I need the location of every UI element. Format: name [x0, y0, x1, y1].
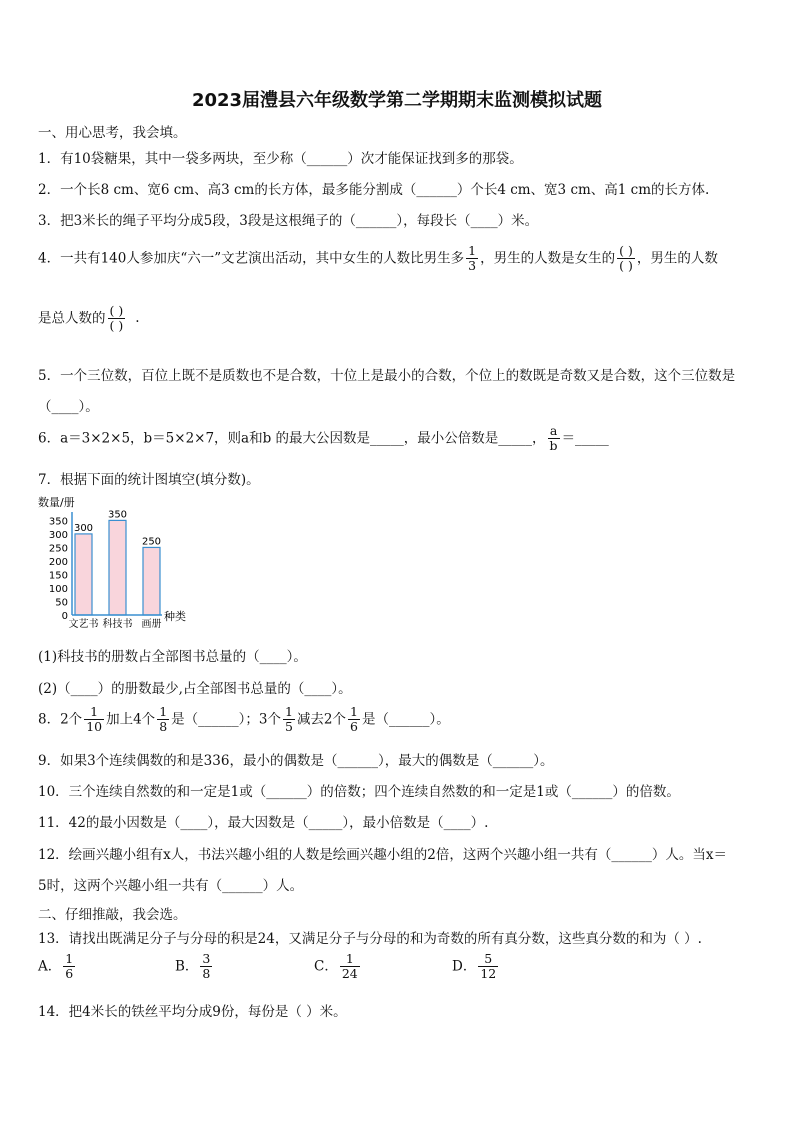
question-6	[38, 424, 609, 454]
chart-category-label: 画册	[141, 619, 162, 630]
chart-y-tick-label: 350	[48, 516, 68, 528]
question-8-fraction-3: $\frac{1}{5}$	[284, 704, 293, 735]
chart-data-label: 250	[141, 536, 162, 548]
question-6-text-b: ＝_____	[561, 430, 609, 447]
chart-data-label: 300	[73, 522, 94, 534]
question-13-option-b[interactable]	[175, 952, 214, 982]
question-4-text-a: 4．一共有140人参加庆“六一”文艺演出活动，其中女生的人数比男生多	[38, 250, 465, 267]
question-12-line2: 5时，这两个兴趣小组一共有（______）人。	[38, 878, 304, 894]
question-4-text-b: ，男生的人数是女生的	[480, 250, 616, 267]
question-8	[38, 705, 450, 735]
chart-bar	[75, 534, 92, 615]
section-1-heading: 一、用心思考，我会填。	[38, 125, 187, 141]
chart-y-label: 数量/册	[38, 496, 75, 509]
question-13-option-c[interactable]	[314, 952, 362, 982]
question-3: 3．把3米长的绳子平均分成5段，3段是这根绳子的（______），每段长（____）米。	[38, 213, 539, 229]
question-13-option-d[interactable]	[452, 952, 500, 982]
question-4-paren-fraction-2: $\frac{( )}{( )}$	[109, 303, 124, 334]
question-13-option-a[interactable]	[38, 952, 77, 982]
question-7-part-2: (2)（____）的册数最少,占全部图书总量的（____）。	[38, 681, 352, 697]
chart-y-tick-label: 50	[55, 597, 68, 609]
question-5-line2: （____）。	[38, 399, 99, 415]
question-4-text-d: 是总人数的	[38, 310, 106, 327]
chart-category-label: 文艺书	[68, 619, 99, 630]
option-a-label: A．	[38, 958, 62, 975]
question-13: 13．请找出既满足分子与分母的积是24，又满足分子与分母的和为奇数的所有真分数，这些真分数的和为（ ）.	[38, 931, 702, 947]
question-7-part-1: (1)科技书的册数占全部图书总量的（____）。	[38, 649, 307, 665]
question-6-fraction: $\frac{a}{b}$	[549, 423, 558, 454]
option-b-fraction: $\frac{3}{8}$	[202, 951, 211, 982]
chart-y-tick-label: 300	[48, 529, 68, 541]
question-8-text-b: 加上4个	[106, 711, 156, 728]
chart-data-label: 350	[107, 509, 128, 521]
question-14: 14．把4米长的铁丝平均分成9份，每份是（ ）米。	[38, 1004, 347, 1020]
chart-y-tick-label: 100	[48, 583, 68, 595]
option-c-label: C．	[314, 958, 338, 975]
chart-y-tick-label: 150	[48, 570, 68, 582]
question-5-line1: 5．一个三位数，百位上既不是质数也不是合数，十位上是最小的合数，个位上的数既是奇数又是合数，这个三位数是	[38, 368, 736, 384]
question-8-text-c: 是（______）；3个	[171, 711, 281, 728]
question-4-line2	[38, 304, 140, 334]
question-8-text-e: 是（______）。	[361, 711, 450, 728]
question-8-fraction-2: $\frac{1}{8}$	[159, 704, 168, 735]
question-4-text-e: .	[135, 310, 140, 327]
option-b-label: B．	[175, 958, 199, 975]
option-d-label: D．	[452, 958, 477, 975]
page-title: 2023届澧县六年级数学第二学期期末监测模拟试题	[191, 90, 603, 111]
chart-x-label: 种类	[164, 610, 186, 623]
option-c-fraction: $\frac{1}{24}$	[341, 951, 358, 982]
question-12-line1: 12．绘画兴趣小组有x人，书法兴趣小组的人数是绘画兴趣小组的2倍，这两个兴趣小组一共有（______）人。当x＝	[38, 847, 727, 863]
question-8-fraction-1: $\frac{1}{10}$	[86, 704, 103, 735]
question-11: 11．42的最小因数是（____），最大因数是（_____），最小倍数是（____）.	[38, 815, 489, 831]
question-9: 9．如果3个连续偶数的和是336，最小的偶数是（______），最大的偶数是（______）。	[38, 753, 554, 769]
question-4-fraction: $\frac{1}{3}$	[468, 243, 477, 274]
option-a-fraction: $\frac{1}{6}$	[65, 951, 74, 982]
section-2-heading: 二、仔细推敲，我会选。	[38, 907, 187, 923]
chart-y-tick-label: 0	[61, 611, 68, 622]
question-8-text-d: 减去2个	[296, 711, 347, 728]
question-4-text-c: ，男生的人数	[636, 250, 718, 267]
chart-category-label: 科技书	[102, 619, 133, 630]
question-10: 10．三个连续自然数的和一定是1或（______）的倍数；四个连续自然数的和一定是1或（______）的倍数。	[38, 784, 680, 800]
question-8-text-a: 8．2个	[38, 711, 83, 728]
question-7: 7．根据下面的统计图填空(填分数)。	[38, 472, 260, 488]
option-d-fraction: $\frac{5}{12}$	[480, 951, 497, 982]
chart-bar	[143, 547, 160, 615]
question-1: 1．有10袋糖果，其中一袋多两块，至少称（______）次才能保证找到多的那袋。	[38, 151, 523, 167]
question-8-fraction-4: $\frac{1}{6}$	[350, 704, 358, 735]
question-2: 2．一个长8 cm、宽6 cm、高3 cm的长方体，最多能分割成（______）个长4 cm、宽3 cm、高1 cm的长方体.	[38, 182, 710, 198]
bar-chart	[36, 494, 206, 634]
question-6-text-a: 6．a＝3×2×5，b＝5×2×7，则a和b 的最大公因数是_____，最小公倍数是_____，	[38, 430, 546, 447]
chart-bar	[109, 520, 126, 615]
question-4-paren-fraction: $\frac{( )}{( )}$	[619, 243, 633, 274]
chart-y-tick-label: 250	[48, 543, 68, 555]
question-4-line1	[38, 244, 718, 274]
chart-y-tick-label: 200	[48, 556, 68, 568]
